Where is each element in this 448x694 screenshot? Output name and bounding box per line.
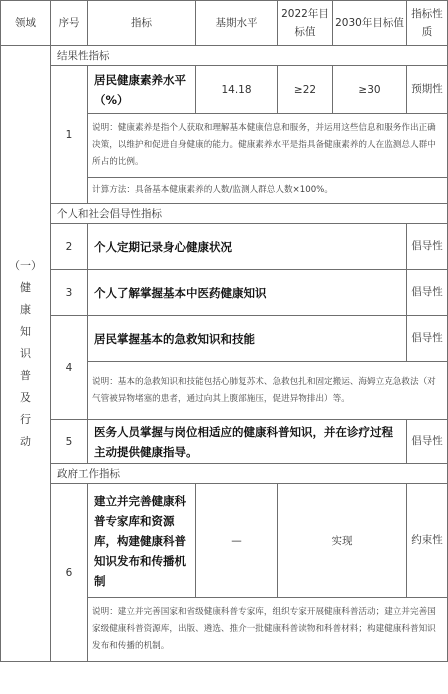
row-number: 4 bbox=[51, 316, 88, 420]
domain-char: 知 bbox=[20, 324, 31, 338]
indicator-nature: 倡导性 bbox=[407, 420, 448, 464]
indicator-name: 个人了解掌握基本中医药健康知识 bbox=[88, 270, 407, 316]
header-target-2022: 2022年目标值 bbox=[278, 1, 333, 46]
domain-char: 康 bbox=[20, 302, 31, 316]
domain-number: （一） bbox=[9, 258, 42, 272]
indicator-row-2 bbox=[1, 224, 448, 270]
domain-label-cell bbox=[1, 46, 51, 662]
indicator-nature: 倡导性 bbox=[407, 224, 448, 270]
calculation-method: 计算方法：具备基本健康素养的人数/监测人群总人数×100%。 bbox=[88, 178, 448, 204]
indicator-name: 建立并完善健康科普专家库和资源库，构建健康科普知识发布和传播机制 bbox=[88, 484, 196, 598]
row-number: 2 bbox=[51, 224, 88, 270]
indicator-name: 居民健康素养水平（%） bbox=[88, 66, 196, 114]
target-2022-value: ≥22 bbox=[278, 66, 333, 114]
target-2030-value: ≥30 bbox=[333, 66, 407, 114]
header-indicator: 指标 bbox=[88, 1, 196, 46]
domain-char: 行 bbox=[20, 412, 31, 426]
indicator-nature: 约束性 bbox=[407, 484, 448, 598]
section-row-gov bbox=[1, 464, 448, 484]
domain-char: 健 bbox=[20, 280, 31, 294]
domain-char: 动 bbox=[20, 434, 31, 448]
row-number: 6 bbox=[51, 484, 88, 662]
indicator-note: 说明：健康素养是指个人获取和理解基本健康信息和服务，并运用这些信息和服务作出正确决策，以维护和促进自身健康的能力。健康素养水平是指具备健康素养的人在监测总人群中所占的比例。 bbox=[88, 114, 448, 178]
domain-char: 普 bbox=[20, 368, 31, 382]
indicator-note: 说明：建立并完善国家和省级健康科普专家库，组织专家开展健康科普活动；建立并完善国家级健康科普资源库，出版、遴选、推介一批健康科普读物和科普材料；构建健康科普知识发布和传播的机制。 bbox=[88, 598, 448, 662]
header-domain: 领域 bbox=[1, 1, 51, 46]
header-nature: 指标性质 bbox=[407, 1, 448, 46]
baseline-value: 14.18 bbox=[196, 66, 278, 114]
indicator-name: 医务人员掌握与岗位相适应的健康科普知识，并在诊疗过程主动提供健康指导。 bbox=[88, 420, 407, 464]
row-number: 1 bbox=[51, 66, 88, 204]
row-number: 5 bbox=[51, 420, 88, 464]
target-value: 实现 bbox=[278, 484, 407, 598]
header-row bbox=[1, 1, 448, 46]
header-target-2030: 2030年目标值 bbox=[333, 1, 407, 46]
indicator-row-6 bbox=[1, 484, 448, 598]
indicator-note: 说明：基本的急救知识和技能包括心肺复苏术、急救包扎和固定搬运、海姆立克急救法（对气管被异物堵塞的患者，通过向其上腹部施压，促进异物排出）等。 bbox=[88, 362, 448, 420]
indicator-row-5 bbox=[1, 420, 448, 464]
header-baseline: 基期水平 bbox=[196, 1, 278, 46]
indicator-nature: 倡导性 bbox=[407, 316, 448, 362]
header-seq: 序号 bbox=[51, 1, 88, 46]
indicator-nature: 倡导性 bbox=[407, 270, 448, 316]
row-number: 3 bbox=[51, 270, 88, 316]
domain-char: 及 bbox=[20, 390, 31, 404]
indicator-nature: 预期性 bbox=[407, 66, 448, 114]
section-title-gov: 政府工作指标 bbox=[51, 464, 448, 484]
section-row-personal bbox=[1, 204, 448, 224]
indicator-row-4 bbox=[1, 316, 448, 362]
indicator-row-3 bbox=[1, 270, 448, 316]
domain-char: 识 bbox=[20, 346, 31, 360]
section-title-personal: 个人和社会倡导性指标 bbox=[51, 204, 448, 224]
section-row-result bbox=[1, 46, 448, 66]
indicator-name: 个人定期记录身心健康状况 bbox=[88, 224, 407, 270]
indicator-name: 居民掌握基本的急救知识和技能 bbox=[88, 316, 407, 362]
section-title-result: 结果性指标 bbox=[51, 46, 448, 66]
baseline-value: — bbox=[196, 484, 278, 598]
indicator-row-1 bbox=[1, 66, 448, 114]
